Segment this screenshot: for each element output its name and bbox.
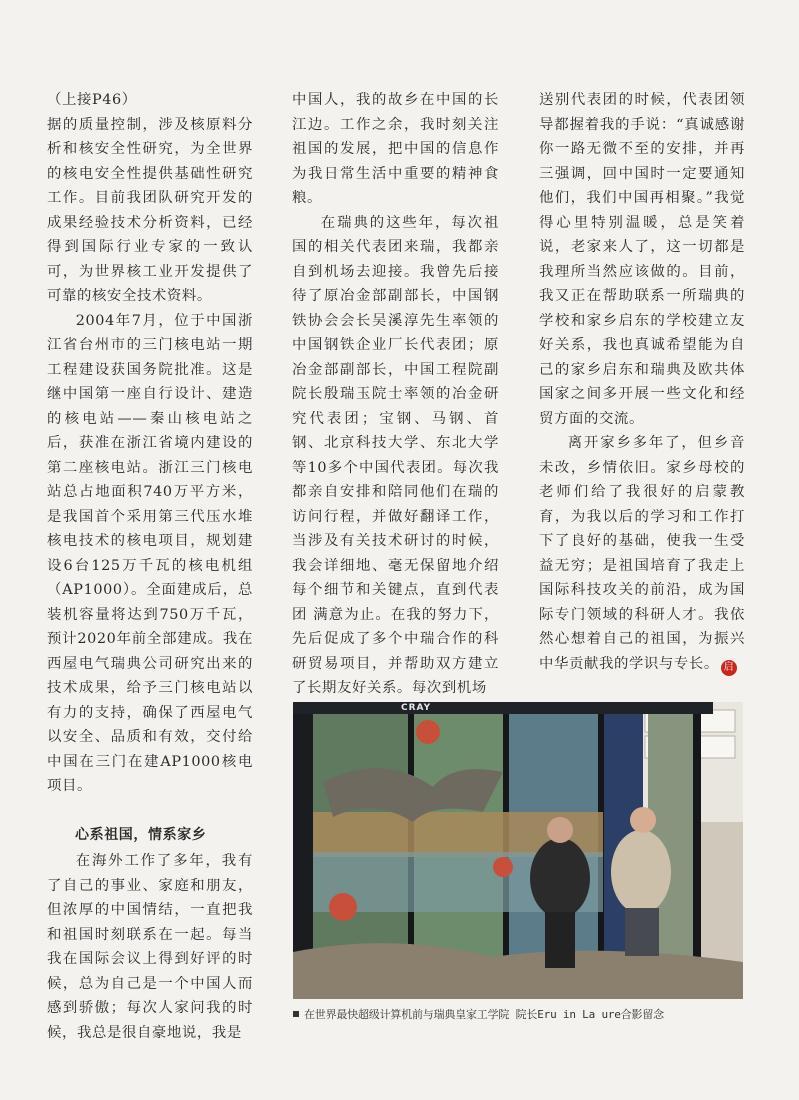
end-mark-icon: 启 bbox=[721, 660, 737, 676]
supercomputer-photo bbox=[293, 702, 743, 999]
paragraph: 送别代表团的时候，代表团领导都握着我的手说：“真诚感谢你一路无微不至的安排，并再三强调，回中国时一定要通知他们，我们中国再相聚。”我觉得心里特别温暖，总是笑着说，老家来人了，这一切都是我理所当然应该做的。目前，我又正在帮助联系一所瑞典的学校和家乡启东的学校建立友好关系，我也真诚希望能为自己的家乡启东和瑞典及欧共体国家之间多开展一些文化和经贸方面的交流。 bbox=[539, 92, 745, 427]
paragraph bbox=[539, 431, 745, 676]
photo-caption bbox=[293, 1006, 753, 1022]
article-column-2 bbox=[292, 88, 499, 701]
paragraph: 中国人，我的故乡在中国的长江边。工作之余，我时刻关注祖国的发展，把中国的信息作为我日常生活中重要的精神食粮。 bbox=[292, 92, 499, 206]
paragraph: 2004年7月，位于中国浙江省台州市的三门核电站一期工程建设获国务院批准。这是继中国第一座自行设计、建造的核电站——秦山核电站之后，获准在浙江省境内建设的第二座核电站。浙江三门核电站总占地面积740万平方米，是我国首个采用第三代压水堆核电技术的核电项目，规划建设6台125万千瓦的核电机组（AP1000）。全面建成后，总装机容量将达到750万千瓦，预计2020年前全部建成。我在西屋电气瑞典公司研究出来的技术成果，给予三门核电站以有力的支持，确保了西屋电气以安全、品质和有效，交付给中国在三门在建AP1000核电项目。 bbox=[47, 312, 253, 794]
caption-text: 在世界最快超级计算机前与瑞典皇家工学院 院长Eru in La ure合影留念 bbox=[304, 1008, 664, 1021]
paragraph: 在瑞典的这些年，每次祖国的相关代表团来瑞，我都亲自到机场去迎接。我曾先后接待了原冶金部副部长，中国钢铁协会会长吴溪淳先生率领的中国钢铁企业厂长代表团；原冶金部副部长，中国工程院副院长殷瑞玉院士率领的冶金研究代表团；宝钢、马钢、首钢、北京科技大学、东北大学等10多个中国代表团。每次我都亲自安排和陪同他们在瑞的访问行程，并做好翻译工作，当涉及有关技术研讨的时候，我会详细地、毫无保留地介绍每个细节和关键点，直到代表团 满意为止。在我的努力下，先后促成了多个中瑞合作的科研贸易项目，并帮助双方建立了长期友好关系。每次到机场 bbox=[292, 214, 499, 696]
paragraph-text: 离开家乡多年了，但乡音未改，乡情依旧。家乡母校的老师们给了我很好的启蒙教育，为我以后的学习和工作打下了良好的基础，使我一生受益无穷；是祖国培育了我走上国际科技攻关的前沿，成为国际专门领域的科研人才。我依然心想着自己的祖国，为振兴中华贡献我的学识与专长。 bbox=[539, 435, 745, 672]
section-heading: 心系祖国，情系家乡 bbox=[75, 826, 207, 843]
article-column-3 bbox=[539, 88, 745, 676]
paragraph: 据的质量控制，涉及核原料分析和核安全性研究，为全世界的核电安全性提供基础性研究工作。目前我团队研究开发的成果经验技术分析资料，已经得到国际行业专家的一致认可，为世界核工业开发提供了可靠的核安全技术资料。 bbox=[47, 116, 253, 304]
cray-logo: CRAY bbox=[401, 703, 432, 713]
caption-bullet-icon bbox=[293, 1011, 299, 1017]
paragraph: 在海外工作了多年，我有了自己的事业、家庭和朋友，但浓厚的中国情结，一直把我和祖国时刻联系在一起。每当我在国际会议上得到好评的时候，总为自己是一个中国人而感到骄傲；每次人家问我的时候，我总是很自豪地说，我是 bbox=[47, 853, 253, 1041]
continued-note: （上接P46） bbox=[47, 92, 137, 108]
article-column-1 bbox=[47, 88, 253, 1045]
photo-illustration bbox=[293, 702, 743, 999]
